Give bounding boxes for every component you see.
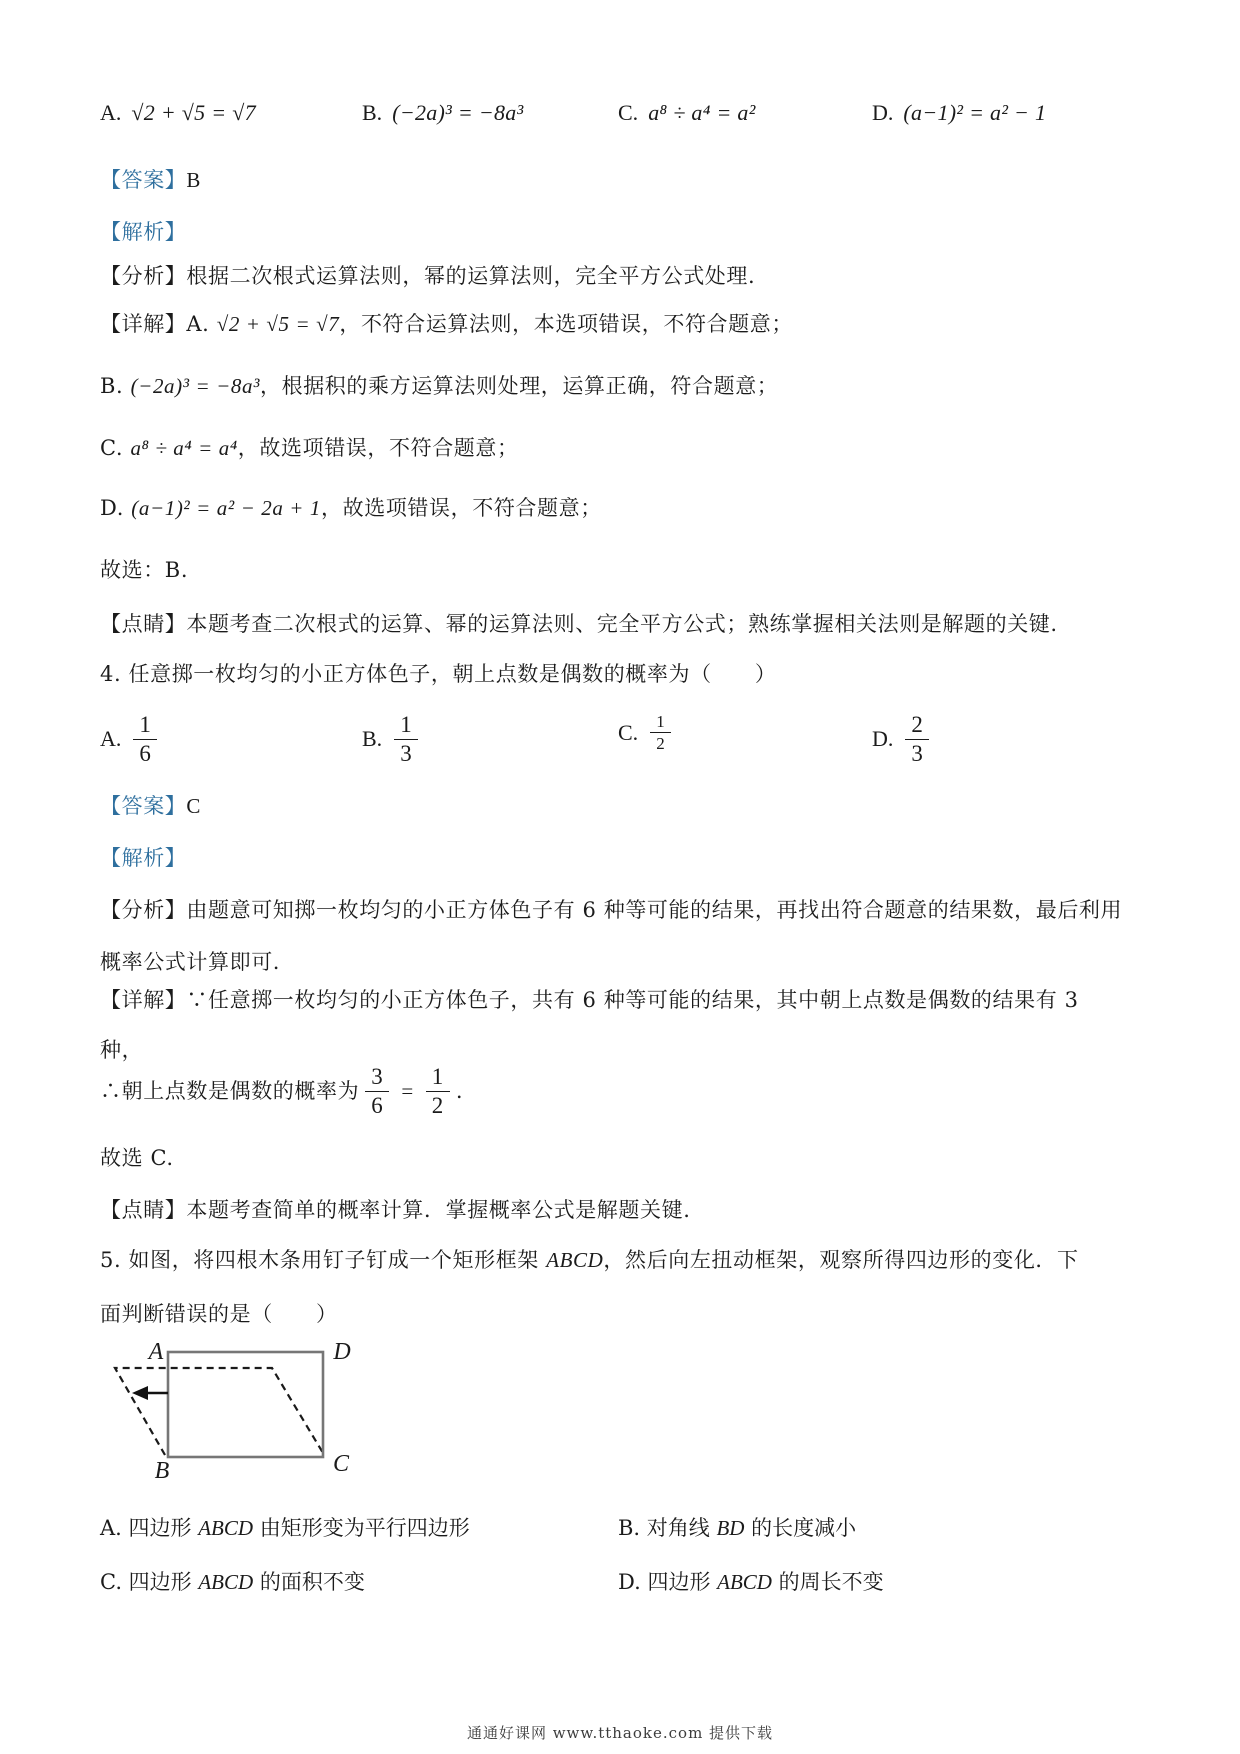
fraction-denominator: 2 bbox=[426, 1091, 450, 1119]
q4-stem-text: 4. 任意掷一枚均匀的小正方体色子，朝上点数是偶数的概率为（ ） bbox=[100, 662, 777, 686]
q5-options-row-2 bbox=[0, 1566, 1240, 1616]
vertex-label-c: C bbox=[332, 1451, 350, 1477]
fraction-numerator: 1 bbox=[431, 1064, 444, 1089]
q5-rectangle-frame-diagram bbox=[100, 1335, 370, 1485]
q4-option-b-fraction bbox=[394, 712, 418, 767]
q4-fenxi-text-2: 概率公式计算即可. bbox=[100, 950, 281, 974]
q3-option-c-formula: a⁸ ÷ a⁴ = a² bbox=[648, 100, 756, 125]
q5-options-row-1 bbox=[0, 1512, 1240, 1562]
fenxi-label: 【分析】 bbox=[100, 264, 187, 288]
q4-prob-fraction-2 bbox=[426, 1064, 450, 1119]
q3-option-a bbox=[100, 100, 256, 126]
q3-option-d bbox=[872, 100, 1046, 126]
fraction-denominator: 2 bbox=[650, 732, 671, 753]
q3-option-d-label: D. bbox=[872, 100, 894, 125]
fraction-denominator: 3 bbox=[905, 739, 929, 767]
q4-detail-text-2: 种， bbox=[100, 1038, 144, 1062]
vertex-label-b: B bbox=[154, 1458, 170, 1484]
q4-option-b-label: B. bbox=[362, 726, 383, 752]
q5-option-d bbox=[618, 1566, 884, 1596]
jiexi-label: 【解析】 bbox=[100, 846, 187, 870]
q3-option-c-label: C. bbox=[618, 100, 639, 125]
q4-option-a-label: A. bbox=[100, 726, 122, 752]
q3-conclusion-text: 故选：B. bbox=[100, 558, 189, 582]
dashed-parallelogram bbox=[115, 1368, 323, 1455]
q4-option-b bbox=[362, 712, 420, 767]
fraction-numerator: 1 bbox=[400, 712, 412, 737]
q4-dianjing-line bbox=[100, 1196, 690, 1225]
q4-probability-line bbox=[100, 1064, 463, 1119]
vertex-label-d: D bbox=[333, 1339, 351, 1365]
q4-fenxi-text-1: 由题意可知掷一枚均匀的小正方体色子有 6 种等可能的结果，再找出符合题意的结果数，最后利用 bbox=[186, 898, 1123, 922]
q5-stem-line-2 bbox=[100, 1300, 338, 1329]
fraction-denominator: 3 bbox=[394, 739, 418, 767]
left-arrow-head bbox=[132, 1386, 148, 1400]
fraction-denominator: 6 bbox=[365, 1091, 389, 1119]
q3-detail-b-text: B. (−2a)³ = −8a³，根据积的乘方运算法则处理，运算正确，符合题意； bbox=[100, 374, 779, 398]
q4-stem bbox=[100, 660, 777, 689]
q3-detail-a-text: A. √2 + √5 = √7，不符合运算法则，本选项错误，不符合题意； bbox=[186, 312, 793, 336]
q4-detail-line-2 bbox=[100, 1036, 143, 1065]
equals-sign: = bbox=[401, 1078, 414, 1103]
q4-conclusion-text: 故选 C. bbox=[100, 1146, 174, 1170]
q5-stem-text-2: 面判断错误的是（ ） bbox=[100, 1302, 338, 1326]
q5-option-a bbox=[100, 1512, 470, 1542]
q3-detail-line-a bbox=[100, 310, 793, 339]
q5-stem-text-1: 5. 如图，将四根木条用钉子钉成一个矩形框架 ABCD，然后向左扭动框架，观察所得四边形的变化．下 bbox=[100, 1248, 1079, 1272]
q3-detail-line-d bbox=[100, 494, 602, 523]
q3-detail-d-text: D. (a−1)² = a² − 2a + 1，故选项错误，不符合题意； bbox=[100, 496, 602, 520]
q3-option-d-formula: (a−1)² = a² − 1 bbox=[903, 100, 1047, 125]
q5-option-c bbox=[100, 1566, 365, 1596]
fenxi-label: 【分析】 bbox=[100, 898, 187, 922]
q4-answer-value: C bbox=[186, 794, 202, 818]
fraction-numerator: 2 bbox=[911, 712, 923, 737]
answer-label: 【答案】 bbox=[100, 168, 187, 192]
xiangjie-label: 【详解】 bbox=[100, 988, 187, 1012]
xiangjie-label: 【详解】 bbox=[100, 312, 187, 336]
q4-detail-line-1 bbox=[100, 986, 1079, 1015]
q3-option-b bbox=[362, 100, 523, 126]
q3-dianjing-line bbox=[100, 610, 1058, 639]
q4-option-a-fraction bbox=[133, 712, 157, 767]
q4-options-row bbox=[0, 712, 1240, 792]
q3-detail-line-b bbox=[100, 372, 778, 401]
q5-option-b-text: B. 对角线 BD 的长度减小 bbox=[618, 1516, 857, 1540]
dianjing-label: 【点睛】 bbox=[100, 1198, 187, 1222]
q3-answer-value: B bbox=[186, 168, 202, 192]
jiexi-label: 【解析】 bbox=[100, 220, 187, 244]
q5-option-c-text: C. 四边形 ABCD 的面积不变 bbox=[100, 1570, 365, 1594]
q4-answer-line bbox=[100, 792, 201, 821]
q5-option-a-text: A. 四边形 ABCD 由矩形变为平行四边形 bbox=[100, 1516, 470, 1540]
fraction-denominator: 6 bbox=[133, 739, 157, 767]
q4-jiexi-line bbox=[100, 844, 186, 873]
q3-detail-line-c bbox=[100, 434, 519, 463]
vertex-label-a: A bbox=[148, 1339, 164, 1365]
q4-option-c-fraction bbox=[650, 712, 671, 753]
q4-prob-prefix: ∴朝上点数是偶数的概率为 bbox=[100, 1078, 360, 1103]
fraction-numerator: 1 bbox=[139, 712, 151, 737]
q4-detail-text-1: ∵任意掷一枚均匀的小正方体色子，共有 6 种等可能的结果，其中朝上点数是偶数的结果有 3 bbox=[186, 988, 1079, 1012]
q4-option-d-fraction bbox=[905, 712, 929, 767]
fraction-numerator: 1 bbox=[656, 712, 665, 731]
q4-dianjing-text: 本题考查简单的概率计算．掌握概率公式是解题关键. bbox=[186, 1198, 691, 1222]
q5-option-b bbox=[618, 1512, 856, 1542]
q4-option-c-label: C. bbox=[618, 719, 639, 745]
q4-prob-fraction-1 bbox=[365, 1064, 389, 1119]
q3-option-a-formula: √2 + √5 = √7 bbox=[131, 100, 256, 125]
dianjing-label: 【点睛】 bbox=[100, 612, 187, 636]
q4-fenxi-line-1 bbox=[100, 896, 1122, 925]
q3-option-b-formula: (−2a)³ = −8a³ bbox=[392, 100, 524, 125]
q5-option-d-text: D. 四边形 ABCD 的周长不变 bbox=[618, 1570, 884, 1594]
q4-option-d-label: D. bbox=[872, 726, 894, 752]
q3-dianjing-text: 本题考查二次根式的运算、幂的运算法则、完全平方公式；熟练掌握相关法则是解题的关键. bbox=[186, 612, 1058, 636]
fraction-numerator: 3 bbox=[371, 1064, 384, 1089]
q4-option-a bbox=[100, 712, 159, 767]
q3-fenxi-text: 根据二次根式运算法则，幂的运算法则，完全平方公式处理. bbox=[186, 264, 756, 288]
q3-option-b-label: B. bbox=[362, 100, 383, 125]
q3-options-row bbox=[0, 100, 1240, 150]
q3-option-c bbox=[618, 100, 756, 126]
q4-prob-suffix: . bbox=[455, 1078, 464, 1103]
page-footer: 通通好课网 www.tthaoke.com 提供下载 bbox=[466, 1724, 774, 1742]
q3-fenxi-line bbox=[100, 262, 755, 291]
q5-stem-line-1 bbox=[100, 1246, 1079, 1275]
q3-answer-line bbox=[100, 166, 201, 195]
answer-label: 【答案】 bbox=[100, 794, 187, 818]
q3-jiexi-line bbox=[100, 218, 186, 247]
q3-detail-c-text: C. a⁸ ÷ a⁴ = a⁴，故选项错误，不符合题意； bbox=[100, 436, 519, 460]
q4-option-c bbox=[618, 712, 673, 753]
q3-option-a-label: A. bbox=[100, 100, 122, 125]
q3-conclusion-line bbox=[100, 556, 188, 585]
q4-conclusion-line bbox=[100, 1144, 174, 1173]
q4-option-d bbox=[872, 712, 931, 767]
q4-fenxi-line-2 bbox=[100, 948, 280, 977]
